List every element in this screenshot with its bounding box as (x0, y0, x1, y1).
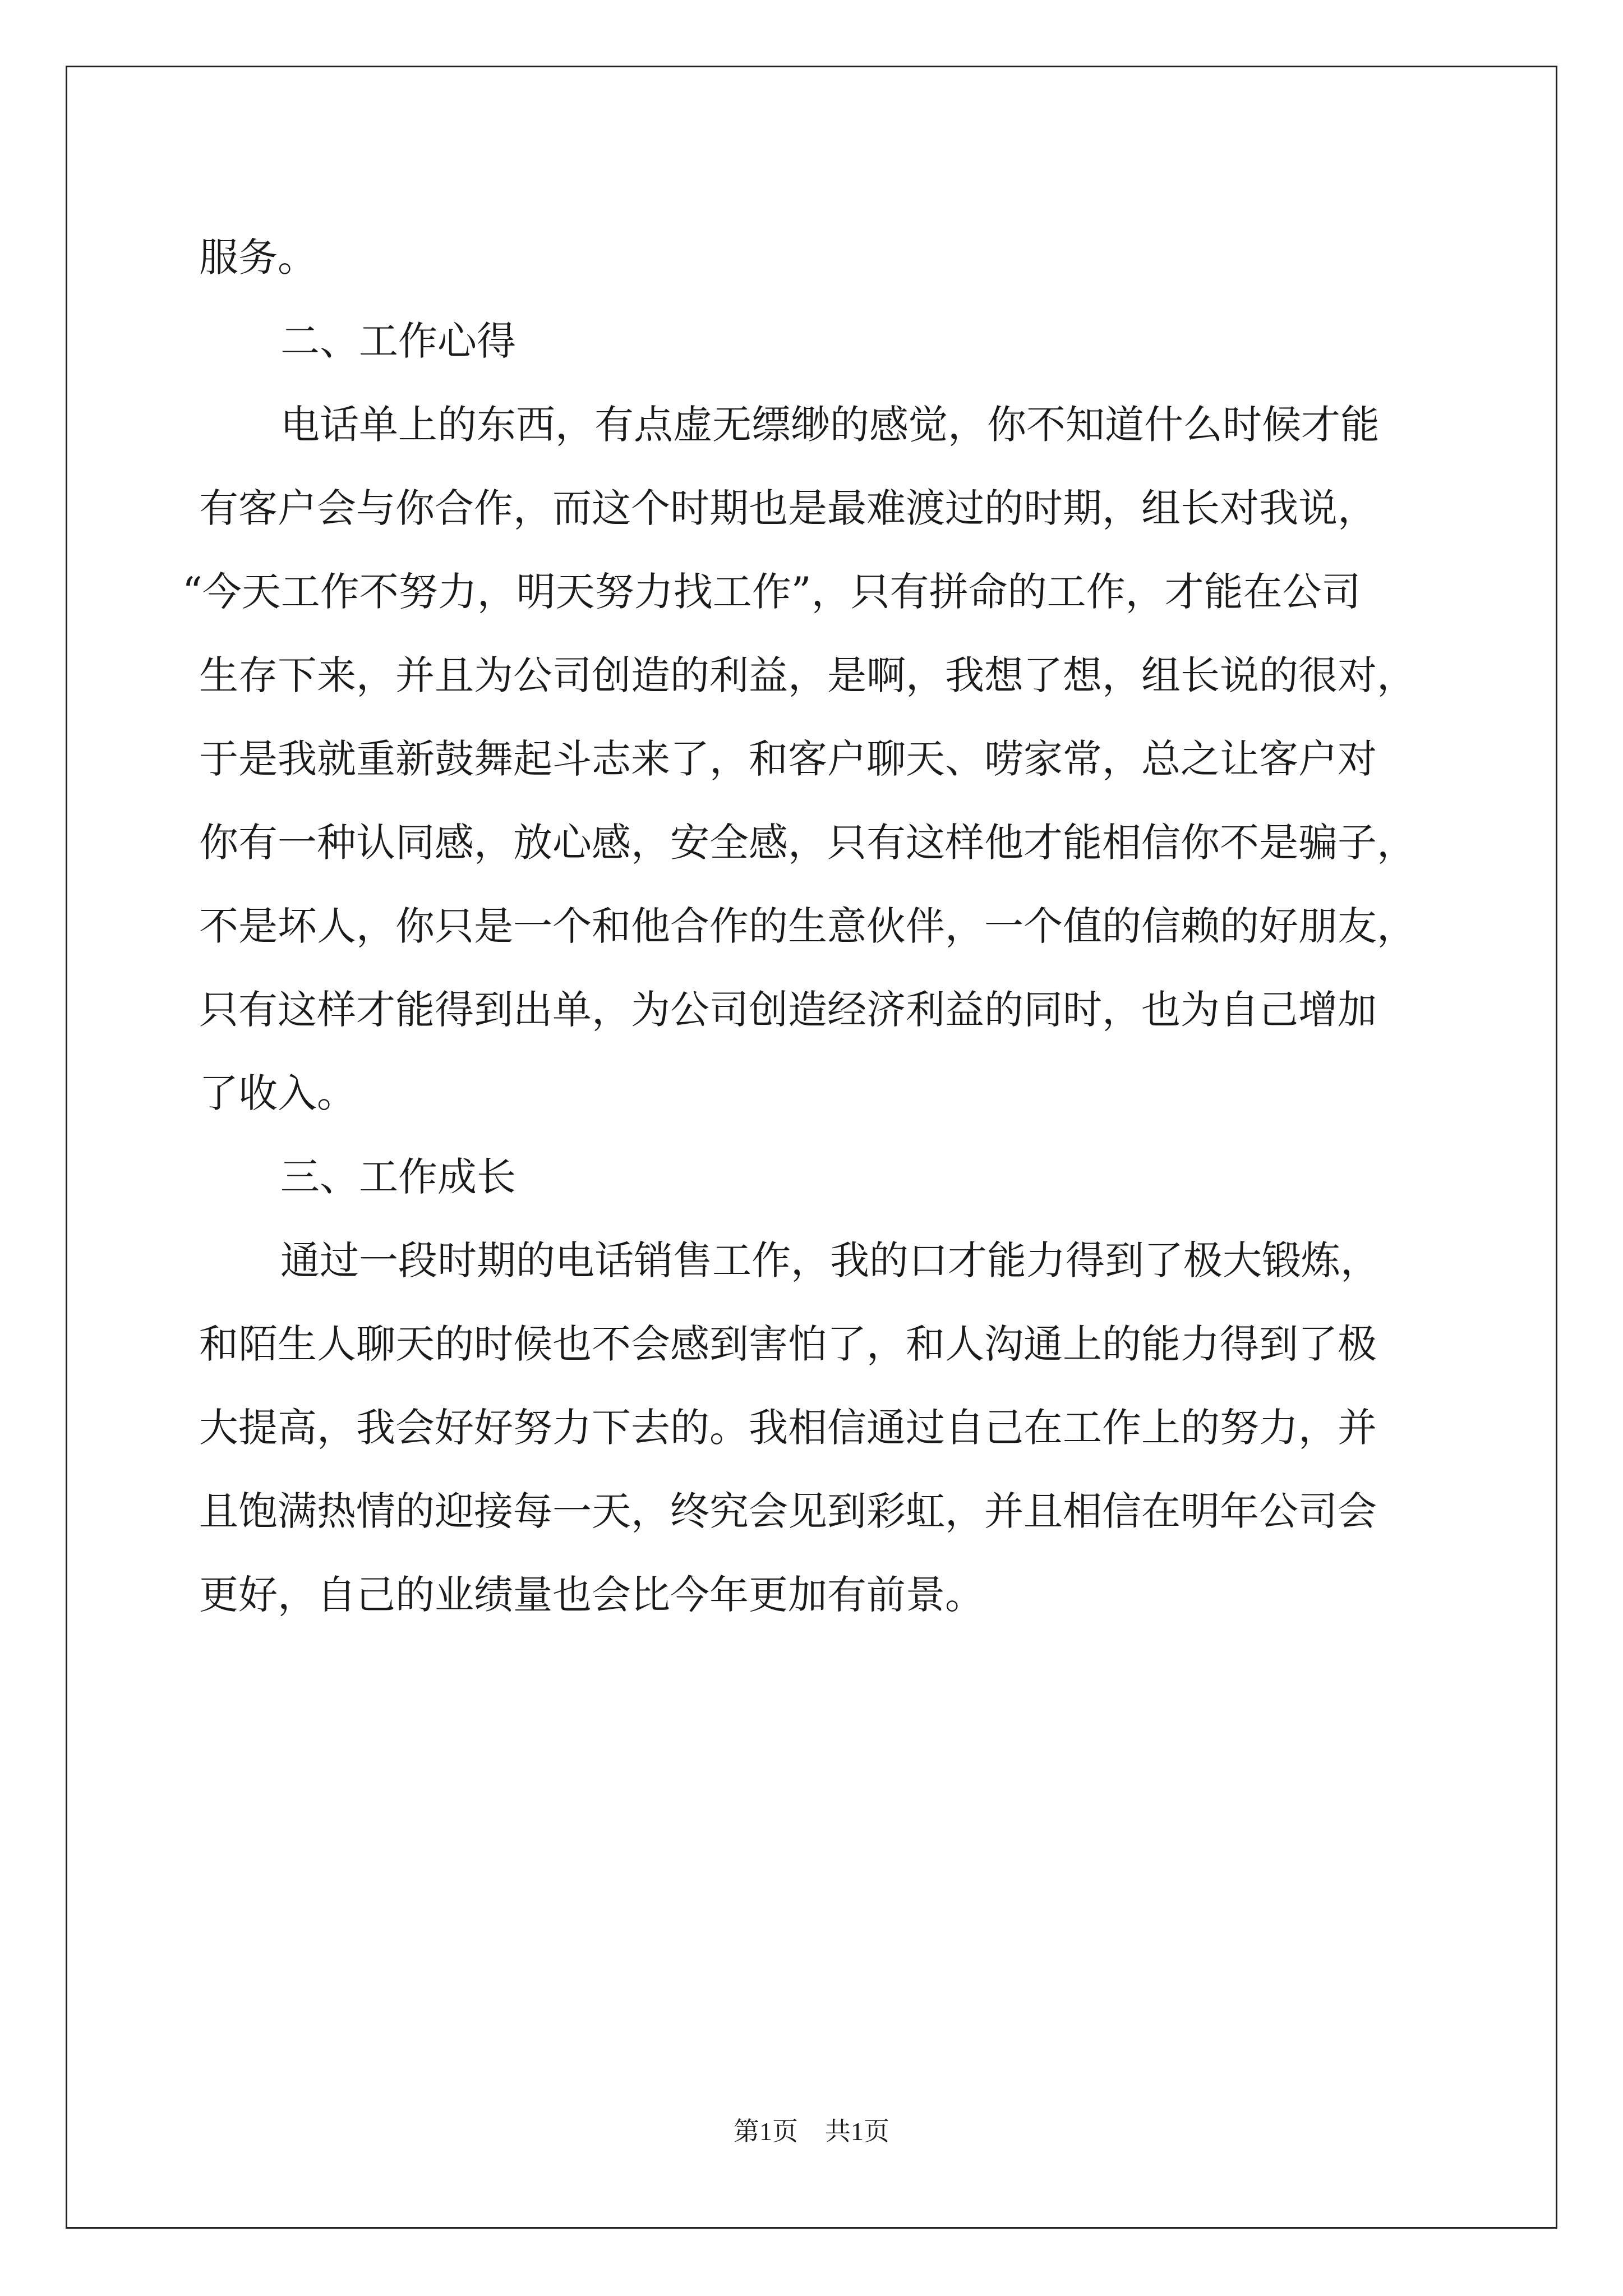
text-line: 通过一段时期的电话销售工作，我的口才能力得到了极大锻炼， (280, 1237, 1380, 1283)
page-total: 共1页 (825, 2117, 889, 2146)
page-number: 第1页 (734, 2117, 798, 2146)
text-line: 了收入。 (199, 1070, 356, 1116)
text-line: 和陌生人聊天的时候也不会感到害怕了，和人沟通上的能力得到了极 (199, 1321, 1377, 1367)
text-line: 你有一种认同感，放心感，安全感，只有这样他才能相信你不是骗子， (199, 820, 1416, 866)
text-line: 不是坏人，你只是一个和他合作的生意伙伴，一个值的信赖的好朋友， (199, 903, 1416, 949)
text-line: “今天工作不努力，明天努力找工作”，只有拼命的工作，才能在公司 (182, 569, 1361, 615)
page-footer (0, 2115, 1623, 2148)
document-body (182, 216, 1416, 1637)
text-line: 服务。 (199, 234, 317, 280)
text-line: 生存下来，并且为公司创造的利益，是啊，我想了想，组长说的很对， (199, 652, 1416, 698)
text-line: 且饱满热情的迎接每一天，终究会见到彩虹，并且相信在明年公司会 (199, 1488, 1377, 1534)
text-line: 大提高，我会好好努力下去的。我相信通过自己在工作上的努力，并 (199, 1405, 1377, 1451)
section-heading: 三、工作成长 (280, 1154, 516, 1200)
text-line: 只有这样才能得到出单，为公司创造经济利益的同时，也为自己增加 (199, 987, 1377, 1033)
text-line: 更好，自己的业绩量也会比今年更加有前景。 (199, 1572, 984, 1618)
text-line: 有客户会与你合作，而这个时期也是最难渡过的时期，组长对我说， (199, 485, 1377, 531)
text-line: 于是我就重新鼓舞起斗志来了，和客户聊天、唠家常，总之让客户对 (199, 736, 1377, 782)
section-heading: 二、工作心得 (280, 318, 516, 364)
text-line: 电话单上的东西，有点虚无缥缈的感觉，你不知道什么时候才能 (280, 402, 1380, 448)
